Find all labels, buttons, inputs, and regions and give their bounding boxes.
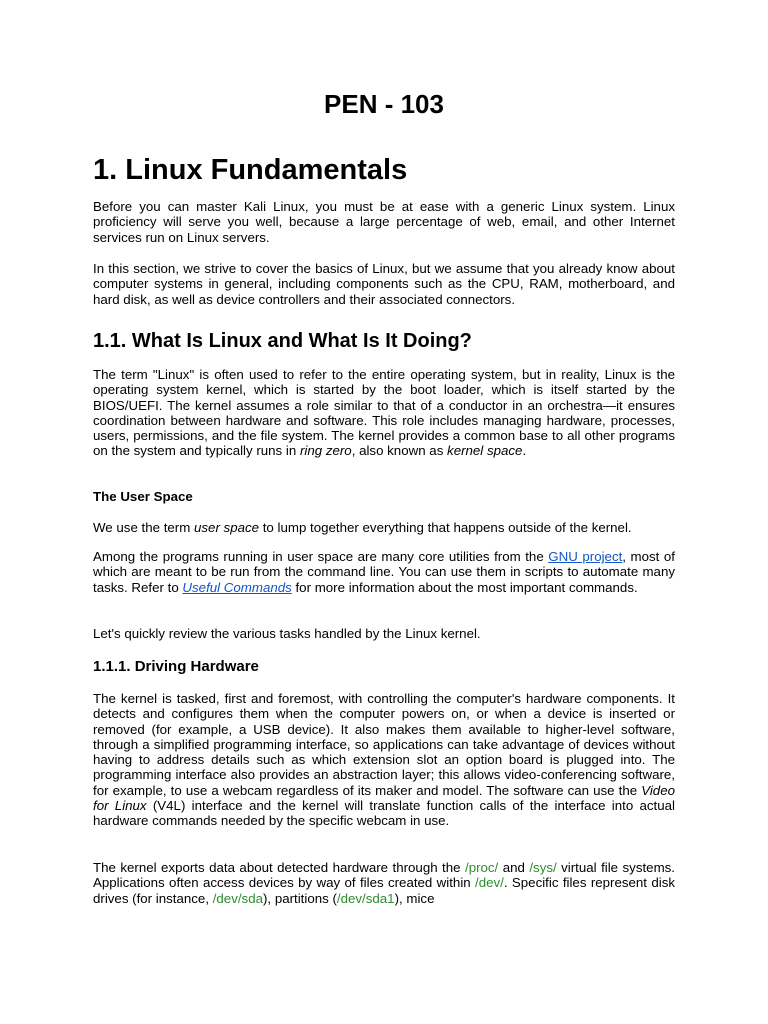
text-run: The kernel exports data about detected hardware through the	[93, 860, 465, 875]
text-run: Among the programs running in user space are many core utilities from the	[93, 549, 549, 564]
driving-hardware-heading: 1.1.1. Driving Hardware	[93, 658, 259, 675]
path-dev: /dev/	[475, 875, 504, 891]
driving-hardware-paragraph-1	[93, 691, 675, 829]
text-run: The kernel is tasked, first and foremost, with controlling the computer's hardware components. It detects and configures them when the computer powers on, or when a device is inserted or removed (for example, a USB device). It also makes them available to higher-level software, through a simplified programming interface, so applications can take advantage of devices without having to address details such as which extension slot an option board is plugged into. The programming interface also provides an abstraction layer; this allows video-conferencing software, for example, to use a webcam regardless of its maker and model. The software can use the	[93, 691, 675, 798]
text-run: The term "Linux" is often used to refer to the entire operating system, but in reality, Linux is the operating system kernel, which is started by the boot loader, which is itself started by the BIOS/UEFI. The kernel assumes a role similar to that of a conductor in an orchestra—it ensures coordination between hardware and software. This role includes managing hardware, processes, users, permissions, and the file system. The kernel provides a common base to all other programs on the system and typically runs in	[93, 367, 675, 459]
text-run: We use the term	[93, 520, 194, 535]
text-run: to lump together everything that happens outside of the kernel.	[259, 520, 632, 535]
user-space-paragraph-3: Let's quickly review the various tasks handled by the Linux kernel.	[93, 626, 481, 641]
text-run: ), partitions (	[263, 890, 337, 906]
document-title: PEN - 103	[324, 89, 444, 119]
path-sys: /sys/	[529, 860, 557, 875]
linux-definition-paragraph	[93, 367, 675, 459]
gnu-project-link[interactable]: GNU project	[548, 549, 623, 564]
driving-hardware-paragraph-2	[93, 860, 675, 906]
emphasis-kernel-space: kernel space	[447, 443, 523, 459]
section-heading: 1. Linux Fundamentals	[93, 154, 408, 186]
text-run: .	[522, 443, 527, 459]
path-dev-sda1: /dev/sda1	[336, 890, 395, 906]
useful-commands-link[interactable]: Useful Commands	[182, 579, 292, 595]
emphasis-ring-zero: ring zero	[299, 443, 352, 459]
subsection-heading: 1.1. What Is Linux and What Is It Doing?	[93, 330, 472, 352]
emphasis-user-space: user space	[194, 520, 260, 535]
user-space-paragraph-2	[93, 549, 675, 595]
text-run: for more information about the most important commands.	[291, 579, 638, 595]
path-proc: /proc/	[465, 860, 499, 875]
text-run: and	[498, 860, 530, 875]
text-run: (V4L) interface and the kernel will translate function calls of the interface into actual hardware commands needed by the specific webcam in use.	[93, 798, 675, 829]
emphasis-video-for-linux: Video for Linux	[93, 782, 675, 814]
text-run: virtual file systems. Applications often access devices by way of files created within	[93, 860, 675, 891]
text-run: , most of which are meant to be run from the command line. You can use them in scripts to automate many tasks. Refer to	[93, 549, 675, 595]
intro-paragraph-2: In this section, we strive to cover the basics of Linux, but we assume that you already know about computer systems in general, including components such as the CPU, RAM, motherboard, and hard disk, as well as device controllers and their associated connectors.	[93, 261, 675, 307]
text-run: . Specific files represent disk drives (for instance,	[93, 875, 675, 906]
path-dev-sda: /dev/sda	[212, 890, 263, 906]
user-space-paragraph-1	[93, 520, 675, 535]
user-space-heading: The User Space	[93, 489, 193, 504]
intro-paragraph-1: Before you can master Kali Linux, you must be at ease with a generic Linux system. Linux proficiency will serve you well, because a large percentage of web, email, and other Internet services run on Linux servers.	[93, 199, 675, 245]
text-run: , also known as	[351, 443, 448, 459]
text-run: ), mice	[394, 890, 435, 906]
